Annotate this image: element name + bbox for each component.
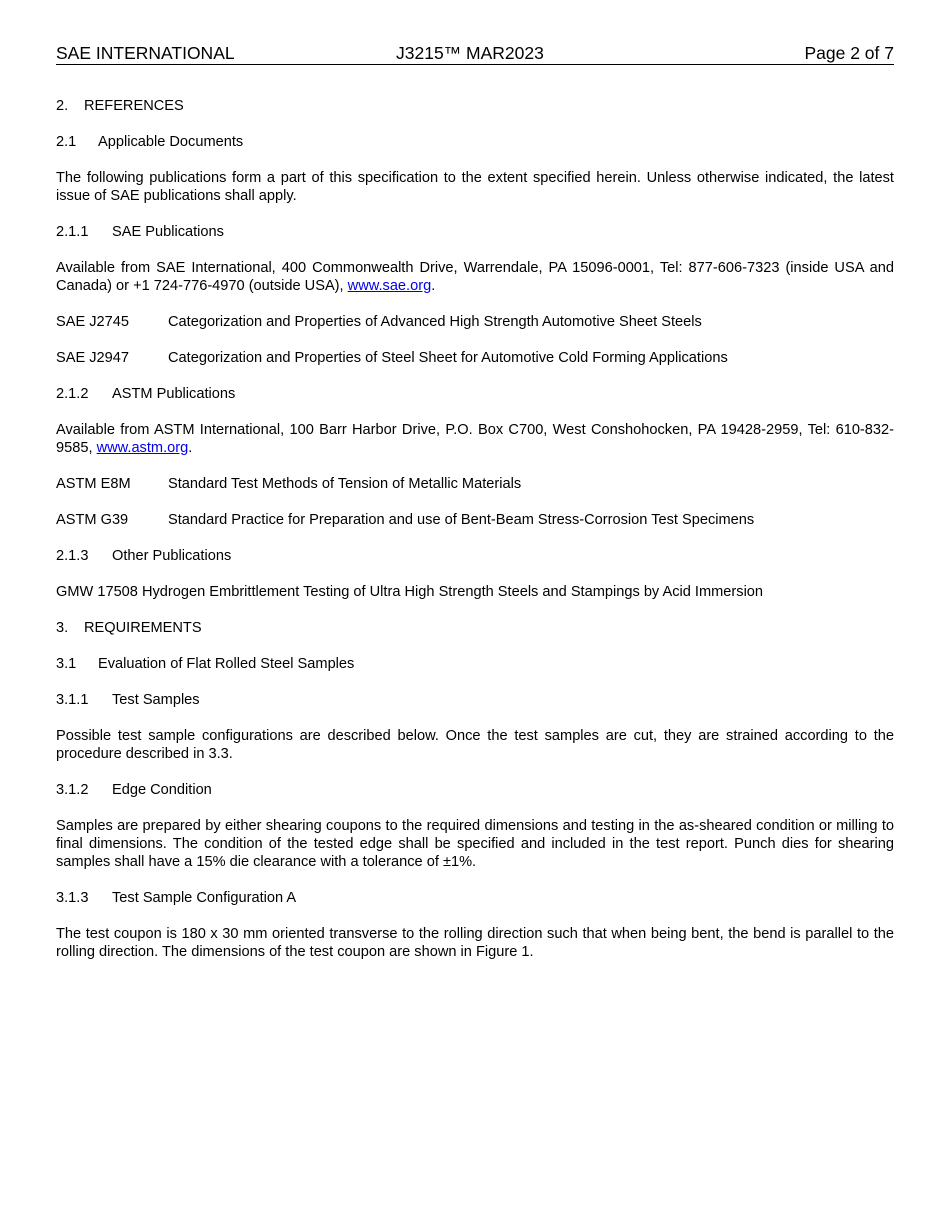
section-3-1-2-paragraph: Samples are prepared by either shearing coupons to the required dimensions and testing in the as-sheared condition or milling to final dimensions. The condition of the tested edge shall be specified and included in the test report. Punch dies for shearing samples shall have a 15% die clearance with a tolerance of ±1%. xyxy=(56,818,894,870)
section-title: SAE Publications xyxy=(112,224,224,240)
section-3-1-1-heading xyxy=(56,691,894,709)
astm-availability-text: Available from ASTM International, 100 Barr Harbor Drive, P.O. Box C700, West Conshohocken, PA 19428-2959, Tel: 610-832-9585, xyxy=(56,422,894,456)
reference-gmw-17508: GMW 17508 Hydrogen Embrittlement Testing of Ultra High Strength Steels and Stampings by Acid Immersion xyxy=(56,584,764,600)
reference-title: Categorization and Properties of Steel Sheet for Automotive Cold Forming Applications xyxy=(168,350,728,366)
header-page-number: Page 2 of 7 xyxy=(804,43,894,63)
reference-title: Standard Test Methods of Tension of Metallic Materials xyxy=(168,476,522,492)
reference-sae-j2947 xyxy=(56,349,894,367)
astm-website-link[interactable]: www.astm.org xyxy=(96,440,189,456)
header-org: SAE INTERNATIONAL xyxy=(56,43,235,63)
section-3-1-1-paragraph: Possible test sample configurations are described below. Once the test samples are cut, they are strained according to the procedure described in 3.3. xyxy=(56,728,894,762)
document-body xyxy=(56,97,894,979)
reference-title: Standard Practice for Preparation and use of Bent-Beam Stress-Corrosion Test Specimens xyxy=(168,512,755,528)
section-title: Evaluation of Flat Rolled Steel Samples xyxy=(98,656,355,672)
reference-title: Categorization and Properties of Advanced High Strength Automotive Sheet Steels xyxy=(168,314,702,330)
section-title: Test Sample Configuration A xyxy=(112,890,297,906)
reference-code: SAE J2947 xyxy=(56,350,130,366)
reference-code: ASTM E8M xyxy=(56,476,131,492)
section-3-1-3-paragraph: The test coupon is 180 x 30 mm oriented transverse to the rolling direction such that when being bent, the bend is parallel to the rolling direction. The dimensions of the test coupon are shown in Figure 1. xyxy=(56,926,894,960)
sae-availability-paragraph: Available from SAE International, 400 Commonwealth Drive, Warrendale, PA 15096-0001, Tel: 877-606-7323 (inside USA and Canada) or +1 724-776-4970 (outside USA), www.sae.org. xyxy=(56,260,894,294)
section-number: 2.1.1 xyxy=(56,224,89,240)
section-2-1-paragraph: The following publications form a part of this specification to the extent specified herein. Unless otherwise indicated, the latest issue of SAE publications shall apply. xyxy=(56,170,894,204)
section-number: 2.1 xyxy=(56,134,77,150)
section-number: 3.1.3 xyxy=(56,890,89,906)
reference-code: ASTM G39 xyxy=(56,512,129,528)
section-title: REFERENCES xyxy=(84,98,184,114)
section-number: 3.1 xyxy=(56,656,77,672)
page-header xyxy=(56,43,894,65)
section-title: Test Samples xyxy=(112,692,200,708)
section-2-1-heading xyxy=(56,133,894,151)
section-title: ASTM Publications xyxy=(112,386,236,402)
section-2-heading xyxy=(56,97,894,115)
reference-astm-g39 xyxy=(56,511,894,529)
reference-astm-e8m xyxy=(56,475,894,493)
section-3-1-3-heading xyxy=(56,889,894,907)
section-title: Other Publications xyxy=(112,548,232,564)
section-2-1-2-heading xyxy=(56,385,894,403)
section-title: Edge Condition xyxy=(112,782,212,798)
section-3-heading xyxy=(56,619,894,637)
section-number: 2.1.2 xyxy=(56,386,89,402)
section-title: Applicable Documents xyxy=(98,134,244,150)
section-number: 3.1.1 xyxy=(56,692,89,708)
section-3-1-2-heading xyxy=(56,781,894,799)
reference-code: SAE J2745 xyxy=(56,314,130,330)
reference-sae-j2745 xyxy=(56,313,894,331)
header-doc-id: J3215™ MAR2023 xyxy=(396,43,544,63)
astm-availability-paragraph: Available from ASTM International, 100 Barr Harbor Drive, P.O. Box C700, West Conshohocken, PA 19428-2959, Tel: 610-832-9585, www.astm.org. xyxy=(56,422,894,456)
section-number: 2.1.3 xyxy=(56,548,89,564)
section-2-1-1-heading xyxy=(56,223,894,241)
section-number: 3. xyxy=(56,620,69,636)
section-3-1-heading xyxy=(56,655,894,673)
section-2-1-3-heading xyxy=(56,547,894,565)
section-number: 2. xyxy=(56,98,69,114)
section-number: 3.1.2 xyxy=(56,782,89,798)
sae-website-link[interactable]: www.sae.org xyxy=(347,278,432,294)
sae-availability-text: Available from SAE International, 400 Commonwealth Drive, Warrendale, PA 15096-0001, Tel: 877-606-7323 (inside USA and Canada) or +1 724-776-4970 (outside USA), xyxy=(56,260,894,294)
section-title: REQUIREMENTS xyxy=(84,620,202,636)
